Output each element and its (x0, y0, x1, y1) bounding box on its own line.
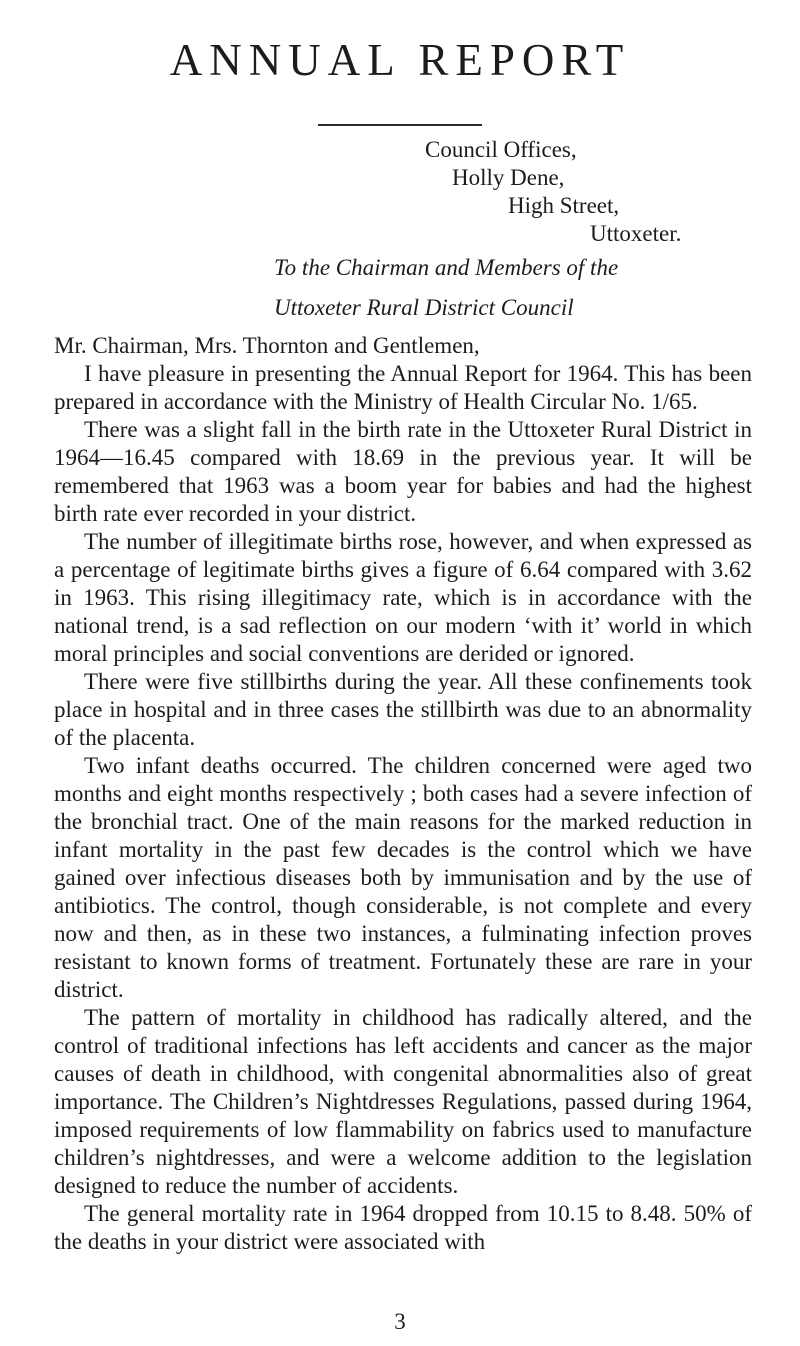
page-number: 3 (394, 1309, 406, 1334)
address-line-4: Uttoxeter. (590, 221, 682, 246)
report-title: ANNUAL REPORT (169, 35, 631, 85)
paragraph-childhood-mortality: The pattern of mortality in childhood has radically altered, and the control of traditional infections has left accidents and cancer as the major causes of death in childhood, with congenital abnormalities also of great importance. The Children’s Nightdresses Regulations, passed during 1964, imposed requirements of low flammability on fabrics used to manufacture children’s nightdresses, and were a welcome addition to the legislation designed to reduce the number of accidents. (54, 1005, 752, 1198)
salutation: Mr. Chairman, Mrs. Thornton and Gentlemen, (54, 333, 480, 358)
paragraph-birth-rate: There was a slight fall in the birth rate in the Uttoxeter Rural District in 1964—16.45 compared with 18.69 in the previous year. It will be remembered that 1963 was a boom year for babies and had the highest birth rate ever recorded in your district. (54, 417, 752, 526)
letter-body (54, 332, 752, 1256)
addressee-line-2: Uttoxeter Rural District Council (274, 295, 574, 320)
title-divider (318, 124, 482, 126)
addressee-line-1: To the Chairman and Members of the (274, 255, 619, 280)
paragraph-presentation: I have pleasure in presenting the Annual Report for 1964. This has been prepared in accordance with the Ministry of Health Circular No. 1/65. (54, 361, 752, 414)
address-line-1: Council Offices, (425, 137, 577, 162)
paragraph-infant-deaths: Two infant deaths occurred. The children concerned were aged two months and eight months respectively ; both cases had a severe infection of the bronchial tract. One of the main reasons for the marked reduction in infant mortality in the past few decades is the control which we have gained over infectious diseases both by immunisation and by the use of antibiotics. The control, though considerable, is not complete and every now and then, as in these two instances, a fulminating infection proves resistant to known forms of treatment. Fortunately these are rare in your district. (54, 753, 752, 1002)
paragraph-stillbirths: There were five stillbirths during the year. All these confinements took place in hospital and in three cases the stillbirth was due to an abnormality of the placenta. (54, 669, 752, 750)
address-line-2: Holly Dene, (452, 165, 565, 190)
paragraph-general-mortality: The general mortality rate in 1964 dropped from 10.15 to 8.48. 50% of the deaths in your district were associated with (54, 1201, 752, 1254)
address-line-3: High Street, (508, 193, 620, 218)
paragraph-illegitimate-births: The number of illegitimate births rose, however, and when expressed as a percentage of legitimate births gives a figure of 6.64 compared with 3.62 in 1963. This rising illegitimacy rate, which is in accordance with the national trend, is a sad reflection on our modern ‘with it’ world in which moral principles and social conventions are derided or ignored. (54, 529, 752, 666)
